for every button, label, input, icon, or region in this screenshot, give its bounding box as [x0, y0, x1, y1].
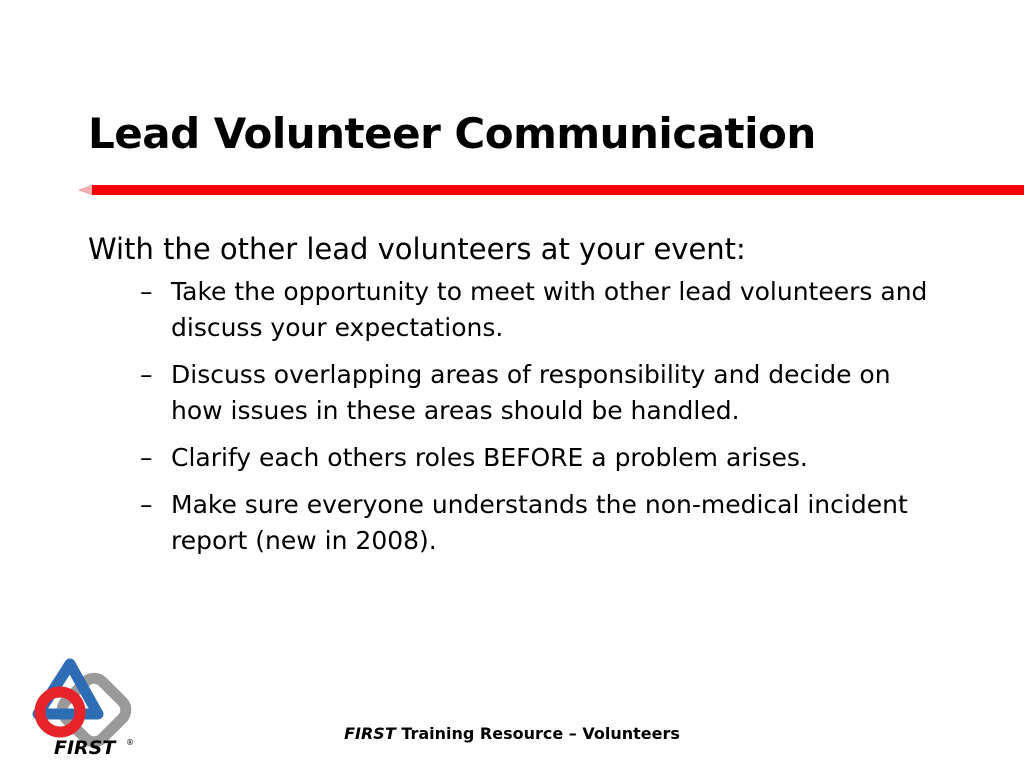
logo-wordmark: FIRST: [54, 737, 116, 759]
footer-brand: FIRST: [344, 724, 396, 743]
bullet-text: Clarify each others roles BEFORE a problem arises.: [171, 443, 808, 472]
list-item: [88, 440, 941, 476]
first-logo: [16, 656, 138, 764]
list-item: [88, 357, 941, 429]
title-divider: [78, 184, 1024, 196]
bullet-list: [88, 274, 988, 559]
dash-marker: –: [140, 443, 153, 472]
list-item: [88, 274, 941, 346]
footer-text: Training Resource – Volunteers: [401, 724, 680, 743]
footer: [0, 723, 1024, 745]
dash-marker: –: [140, 277, 153, 306]
bullet-text: Make sure everyone understands the non-medical incident report (new in 2008).: [171, 490, 908, 555]
bullet-text: Discuss overlapping areas of responsibility and decide on how issues in these areas should be handled.: [171, 360, 891, 425]
dash-marker: –: [140, 490, 153, 519]
list-item: [88, 487, 941, 559]
lead-text: With the other lead volunteers at your event:: [88, 232, 746, 266]
registered-mark: ®: [126, 738, 134, 747]
dash-marker: –: [140, 360, 153, 389]
slide-body: [88, 228, 988, 570]
bullet-text: Take the opportunity to meet with other lead volunteers and discuss your expectations.: [171, 277, 928, 342]
slide-title: Lead Volunteer Communication: [88, 109, 816, 158]
